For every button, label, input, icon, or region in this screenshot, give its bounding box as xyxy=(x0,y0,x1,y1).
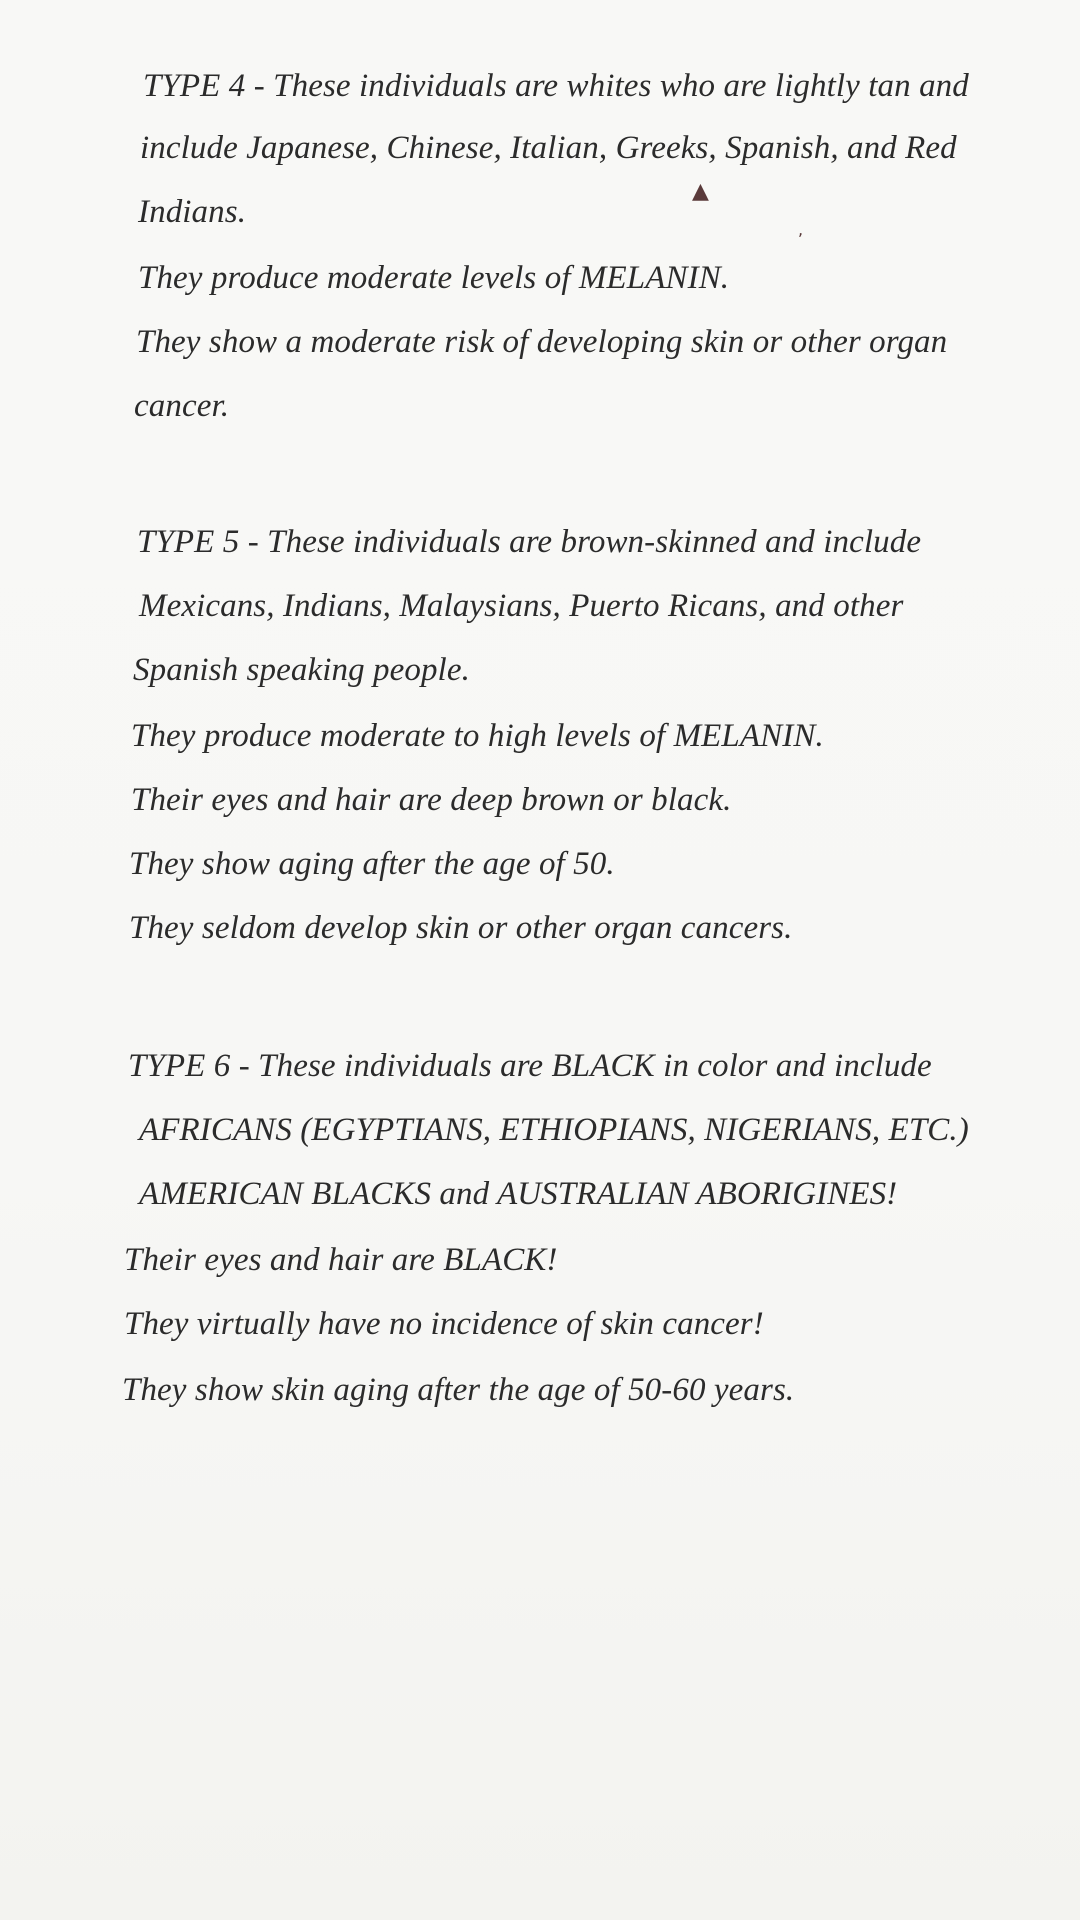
type5-line-4: They produce moderate to high levels of MELANIN. xyxy=(131,718,824,754)
type5-label: TYPE 5 xyxy=(137,524,240,560)
stray-mark: , xyxy=(798,220,804,239)
type4-label: TYPE 4 xyxy=(143,68,246,104)
type6-heading-line xyxy=(128,1046,932,1086)
type6-line-2: AFRICANS (EGYPTIANS, ETHIOPIANS, NIGERIANS, ETC.) xyxy=(139,1112,969,1148)
type6-line-1: - These individuals are BLACK in color and include xyxy=(230,1048,932,1084)
type4-line-3: Indians. xyxy=(138,194,247,230)
pen-mark: ▲ xyxy=(692,179,709,204)
type5-line-7: They seldom develop skin or other organ cancers. xyxy=(129,910,793,946)
type4-heading-line xyxy=(143,66,969,106)
type5-heading-line xyxy=(137,522,921,562)
type5-line-2: Mexicans, Indians, Malaysians, Puerto Ricans, and other xyxy=(139,588,904,624)
type4-line-2: include Japanese, Chinese, Italian, Greeks, Spanish, and Red xyxy=(140,130,957,166)
type4-line-1: - These individuals are whites who are lightly tan and xyxy=(245,68,969,104)
type6-label: TYPE 6 xyxy=(128,1048,231,1084)
type5-line-1: - These individuals are brown-skinned and include xyxy=(239,524,922,560)
type6-line-4: Their eyes and hair are BLACK! xyxy=(124,1242,558,1278)
type6-line-6: They show skin aging after the age of 50-60 years. xyxy=(122,1372,795,1408)
type4-line-4: They produce moderate levels of MELANIN. xyxy=(138,260,730,296)
type5-line-3: Spanish speaking people. xyxy=(133,652,470,688)
type4-line-6: cancer. xyxy=(134,388,230,424)
type4-line-5: They show a moderate risk of developing skin or other organ xyxy=(136,324,948,360)
type5-line-5: Their eyes and hair are deep brown or black. xyxy=(131,782,732,818)
type6-line-3: AMERICAN BLACKS and AUSTRALIAN ABORIGINES! xyxy=(139,1176,898,1212)
type6-line-5: They virtually have no incidence of skin cancer! xyxy=(124,1306,764,1342)
type5-line-6: They show aging after the age of 50. xyxy=(129,846,615,882)
